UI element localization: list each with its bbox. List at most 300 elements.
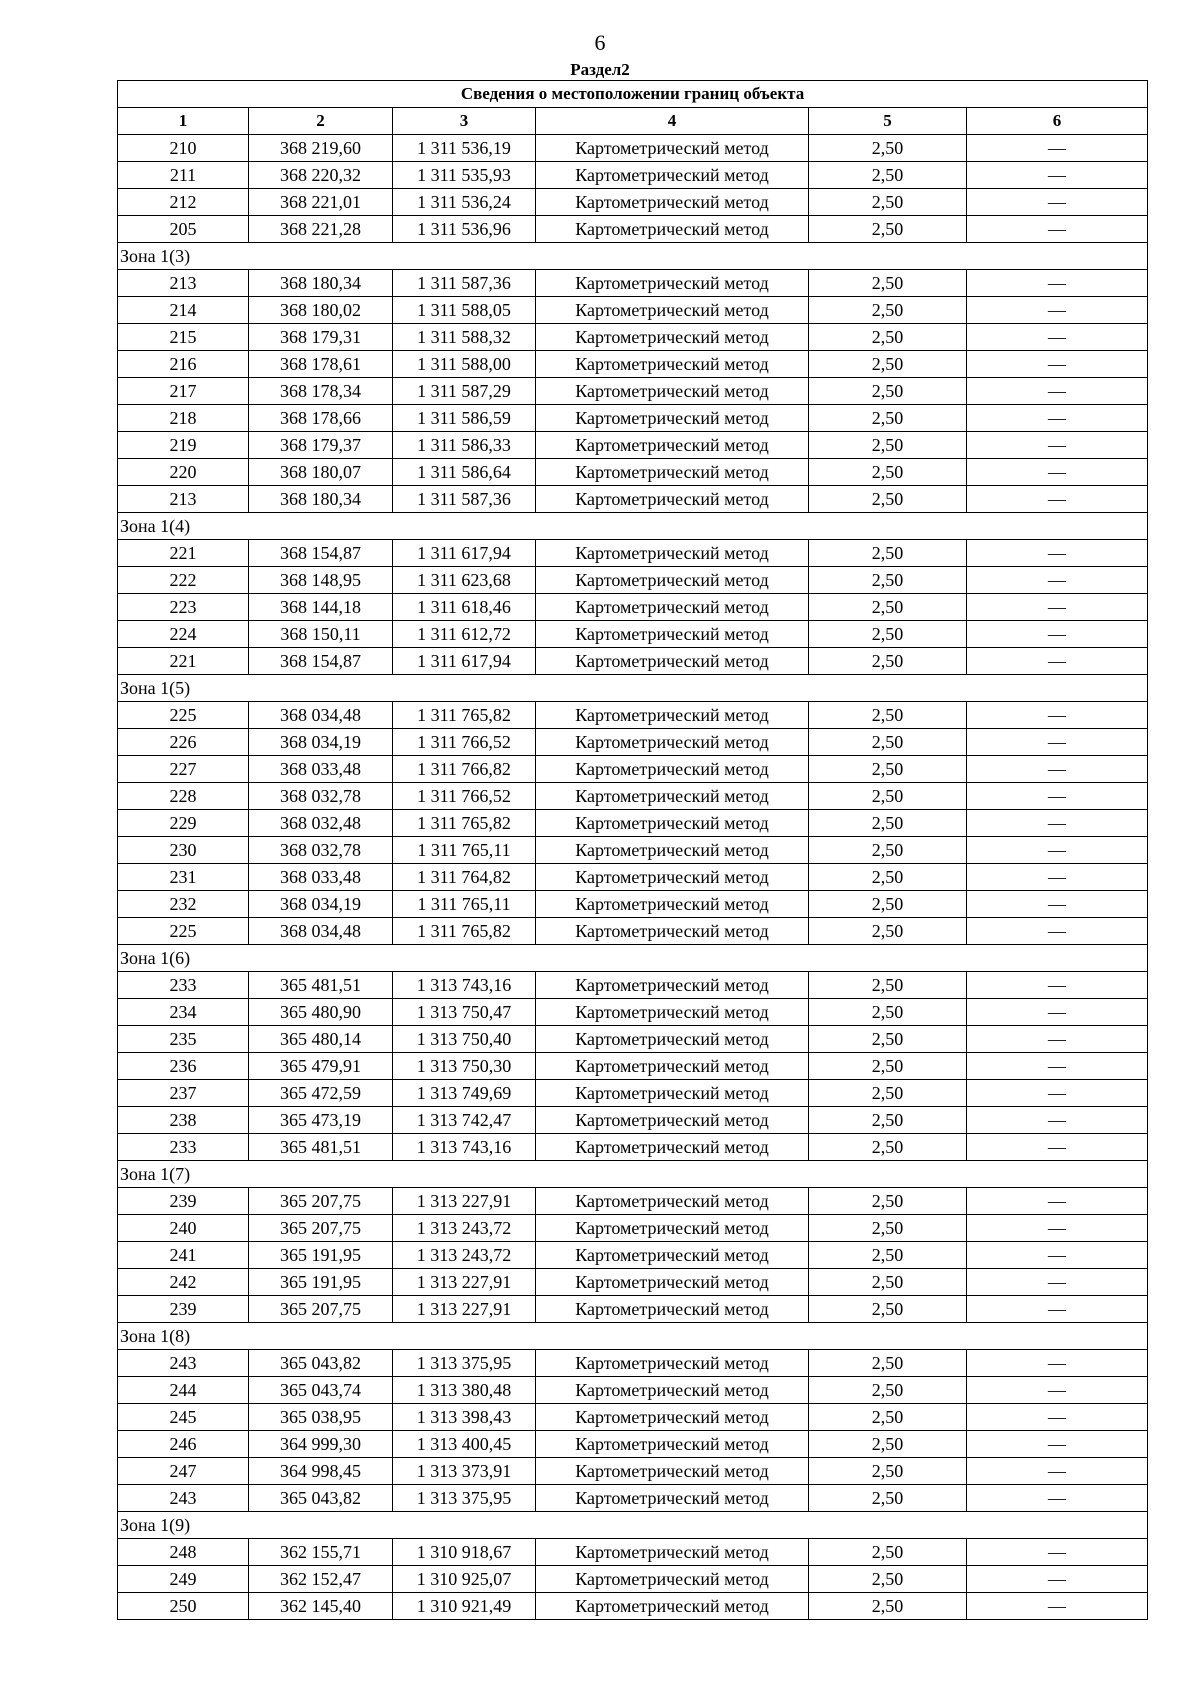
- point-number-cell: 224: [118, 621, 249, 648]
- accuracy-cell: 2,50: [809, 1215, 967, 1242]
- point-number-cell: 237: [118, 1080, 249, 1107]
- accuracy-cell: 2,50: [809, 459, 967, 486]
- description-cell: —: [967, 621, 1148, 648]
- point-number-cell: 205: [118, 216, 249, 243]
- description-cell: —: [967, 1053, 1148, 1080]
- point-number-cell: 227: [118, 756, 249, 783]
- description-cell: —: [967, 351, 1148, 378]
- y-coordinate-cell: 1 313 750,47: [393, 999, 536, 1026]
- method-cell: Картометрический метод: [536, 1026, 809, 1053]
- accuracy-cell: 2,50: [809, 1593, 967, 1620]
- accuracy-cell: 2,50: [809, 837, 967, 864]
- x-coordinate-cell: 365 480,14: [249, 1026, 393, 1053]
- description-cell: —: [967, 1215, 1148, 1242]
- description-cell: —: [967, 594, 1148, 621]
- x-coordinate-cell: 368 034,48: [249, 702, 393, 729]
- zone-label: Зона 1(7): [118, 1161, 1148, 1188]
- description-cell: —: [967, 1458, 1148, 1485]
- table-row: [118, 351, 1148, 378]
- column-header-row: [118, 108, 1148, 135]
- y-coordinate-cell: 1 313 398,43: [393, 1404, 536, 1431]
- accuracy-cell: 2,50: [809, 1404, 967, 1431]
- point-number-cell: 241: [118, 1242, 249, 1269]
- accuracy-cell: 2,50: [809, 729, 967, 756]
- point-number-cell: 240: [118, 1215, 249, 1242]
- y-coordinate-cell: 1 311 765,82: [393, 702, 536, 729]
- method-cell: Картометрический метод: [536, 135, 809, 162]
- accuracy-cell: 2,50: [809, 1458, 967, 1485]
- x-coordinate-cell: 368 033,48: [249, 756, 393, 783]
- method-cell: Картометрический метод: [536, 1431, 809, 1458]
- description-cell: —: [967, 297, 1148, 324]
- table-row: [118, 1026, 1148, 1053]
- table-row: [118, 216, 1148, 243]
- method-cell: Картометрический метод: [536, 459, 809, 486]
- accuracy-cell: 2,50: [809, 1107, 967, 1134]
- description-cell: —: [967, 540, 1148, 567]
- point-number-cell: 220: [118, 459, 249, 486]
- accuracy-cell: 2,50: [809, 1269, 967, 1296]
- x-coordinate-cell: 368 180,34: [249, 270, 393, 297]
- x-coordinate-cell: 368 178,34: [249, 378, 393, 405]
- y-coordinate-cell: 1 313 742,47: [393, 1107, 536, 1134]
- y-coordinate-cell: 1 310 925,07: [393, 1566, 536, 1593]
- y-coordinate-cell: 1 313 243,72: [393, 1242, 536, 1269]
- table-row: [118, 702, 1148, 729]
- method-cell: Картометрический метод: [536, 540, 809, 567]
- table-row: [118, 810, 1148, 837]
- description-cell: —: [967, 459, 1148, 486]
- table-row: [118, 1485, 1148, 1512]
- table-row: [118, 540, 1148, 567]
- table-body: [118, 135, 1148, 1620]
- point-number-cell: 244: [118, 1377, 249, 1404]
- point-number-cell: 216: [118, 351, 249, 378]
- point-number-cell: 213: [118, 270, 249, 297]
- x-coordinate-cell: 368 180,07: [249, 459, 393, 486]
- zone-header-row: [118, 243, 1148, 270]
- y-coordinate-cell: 1 311 588,05: [393, 297, 536, 324]
- method-cell: Картометрический метод: [536, 1269, 809, 1296]
- y-coordinate-cell: 1 313 227,91: [393, 1188, 536, 1215]
- x-coordinate-cell: 364 999,30: [249, 1431, 393, 1458]
- method-cell: Картометрический метод: [536, 1296, 809, 1323]
- x-coordinate-cell: 365 479,91: [249, 1053, 393, 1080]
- y-coordinate-cell: 1 311 765,11: [393, 891, 536, 918]
- method-cell: Картометрический метод: [536, 162, 809, 189]
- accuracy-cell: 2,50: [809, 1134, 967, 1161]
- description-cell: —: [967, 1134, 1148, 1161]
- accuracy-cell: 2,50: [809, 135, 967, 162]
- description-cell: —: [967, 999, 1148, 1026]
- description-cell: —: [967, 972, 1148, 999]
- zone-header-row: [118, 513, 1148, 540]
- x-coordinate-cell: 365 473,19: [249, 1107, 393, 1134]
- accuracy-cell: 2,50: [809, 1296, 967, 1323]
- table-row: [118, 1431, 1148, 1458]
- method-cell: Картометрический метод: [536, 999, 809, 1026]
- description-cell: —: [967, 1026, 1148, 1053]
- y-coordinate-cell: 1 313 373,91: [393, 1458, 536, 1485]
- y-coordinate-cell: 1 313 750,30: [393, 1053, 536, 1080]
- point-number-cell: 225: [118, 702, 249, 729]
- y-coordinate-cell: 1 310 918,67: [393, 1539, 536, 1566]
- method-cell: Картометрический метод: [536, 1053, 809, 1080]
- x-coordinate-cell: 368 032,78: [249, 837, 393, 864]
- y-coordinate-cell: 1 311 765,11: [393, 837, 536, 864]
- description-cell: —: [967, 1350, 1148, 1377]
- table-row: [118, 1080, 1148, 1107]
- point-number-cell: 249: [118, 1566, 249, 1593]
- description-cell: —: [967, 783, 1148, 810]
- table-row: [118, 405, 1148, 432]
- point-number-cell: 236: [118, 1053, 249, 1080]
- point-number-cell: 213: [118, 486, 249, 513]
- table-row: [118, 1296, 1148, 1323]
- y-coordinate-cell: 1 313 750,40: [393, 1026, 536, 1053]
- y-coordinate-cell: 1 311 765,82: [393, 810, 536, 837]
- table-row: [118, 270, 1148, 297]
- zone-label: Зона 1(9): [118, 1512, 1148, 1539]
- description-cell: —: [967, 756, 1148, 783]
- boundary-coordinates-table: [117, 80, 1148, 1620]
- accuracy-cell: 2,50: [809, 405, 967, 432]
- method-cell: Картометрический метод: [536, 1593, 809, 1620]
- method-cell: Картометрический метод: [536, 1539, 809, 1566]
- accuracy-cell: 2,50: [809, 1242, 967, 1269]
- x-coordinate-cell: 365 207,75: [249, 1296, 393, 1323]
- y-coordinate-cell: 1 311 765,82: [393, 918, 536, 945]
- point-number-cell: 212: [118, 189, 249, 216]
- point-number-cell: 221: [118, 540, 249, 567]
- table-row: [118, 1458, 1148, 1485]
- y-coordinate-cell: 1 313 243,72: [393, 1215, 536, 1242]
- y-coordinate-cell: 1 311 618,46: [393, 594, 536, 621]
- description-cell: —: [967, 189, 1148, 216]
- table-row: [118, 1188, 1148, 1215]
- zone-label: Зона 1(8): [118, 1323, 1148, 1350]
- table-row: [118, 1404, 1148, 1431]
- description-cell: —: [967, 1377, 1148, 1404]
- table-row: [118, 891, 1148, 918]
- description-cell: —: [967, 1485, 1148, 1512]
- point-number-cell: 222: [118, 567, 249, 594]
- point-number-cell: 230: [118, 837, 249, 864]
- description-cell: —: [967, 1566, 1148, 1593]
- column-header: 5: [809, 108, 967, 135]
- x-coordinate-cell: 368 154,87: [249, 540, 393, 567]
- zone-header-row: [118, 1512, 1148, 1539]
- table-row: [118, 162, 1148, 189]
- point-number-cell: 214: [118, 297, 249, 324]
- y-coordinate-cell: 1 311 536,96: [393, 216, 536, 243]
- point-number-cell: 228: [118, 783, 249, 810]
- description-cell: —: [967, 1080, 1148, 1107]
- accuracy-cell: 2,50: [809, 162, 967, 189]
- table-row: [118, 999, 1148, 1026]
- table-row: [118, 567, 1148, 594]
- point-number-cell: 243: [118, 1350, 249, 1377]
- method-cell: Картометрический метод: [536, 891, 809, 918]
- point-number-cell: 243: [118, 1485, 249, 1512]
- accuracy-cell: 2,50: [809, 972, 967, 999]
- accuracy-cell: 2,50: [809, 486, 967, 513]
- accuracy-cell: 2,50: [809, 864, 967, 891]
- accuracy-cell: 2,50: [809, 1566, 967, 1593]
- table-row: [118, 594, 1148, 621]
- description-cell: —: [967, 405, 1148, 432]
- x-coordinate-cell: 368 034,19: [249, 891, 393, 918]
- table-row: [118, 837, 1148, 864]
- accuracy-cell: 2,50: [809, 378, 967, 405]
- accuracy-cell: 2,50: [809, 702, 967, 729]
- description-cell: —: [967, 1404, 1148, 1431]
- description-cell: —: [967, 378, 1148, 405]
- x-coordinate-cell: 362 145,40: [249, 1593, 393, 1620]
- accuracy-cell: 2,50: [809, 216, 967, 243]
- accuracy-cell: 2,50: [809, 621, 967, 648]
- method-cell: Картометрический метод: [536, 1377, 809, 1404]
- method-cell: Картометрический метод: [536, 648, 809, 675]
- description-cell: —: [967, 729, 1148, 756]
- y-coordinate-cell: 1 311 623,68: [393, 567, 536, 594]
- table-row: [118, 135, 1148, 162]
- x-coordinate-cell: 368 178,66: [249, 405, 393, 432]
- zone-label: Зона 1(6): [118, 945, 1148, 972]
- x-coordinate-cell: 368 150,11: [249, 621, 393, 648]
- accuracy-cell: 2,50: [809, 999, 967, 1026]
- accuracy-cell: 2,50: [809, 324, 967, 351]
- accuracy-cell: 2,50: [809, 1053, 967, 1080]
- method-cell: Картометрический метод: [536, 1404, 809, 1431]
- point-number-cell: 210: [118, 135, 249, 162]
- accuracy-cell: 2,50: [809, 756, 967, 783]
- x-coordinate-cell: 365 038,95: [249, 1404, 393, 1431]
- point-number-cell: 223: [118, 594, 249, 621]
- point-number-cell: 218: [118, 405, 249, 432]
- y-coordinate-cell: 1 311 766,52: [393, 729, 536, 756]
- x-coordinate-cell: 368 221,28: [249, 216, 393, 243]
- y-coordinate-cell: 1 311 588,00: [393, 351, 536, 378]
- table-caption-row: [118, 81, 1148, 108]
- point-number-cell: 242: [118, 1269, 249, 1296]
- table-row: [118, 918, 1148, 945]
- x-coordinate-cell: 364 998,45: [249, 1458, 393, 1485]
- x-coordinate-cell: 368 180,34: [249, 486, 393, 513]
- y-coordinate-cell: 1 313 375,95: [393, 1485, 536, 1512]
- x-coordinate-cell: 368 144,18: [249, 594, 393, 621]
- method-cell: Картометрический метод: [536, 432, 809, 459]
- table-row: [118, 459, 1148, 486]
- zone-header-row: [118, 675, 1148, 702]
- x-coordinate-cell: 368 032,48: [249, 810, 393, 837]
- x-coordinate-cell: 368 179,31: [249, 324, 393, 351]
- x-coordinate-cell: 368 178,61: [249, 351, 393, 378]
- table-row: [118, 324, 1148, 351]
- accuracy-cell: 2,50: [809, 270, 967, 297]
- y-coordinate-cell: 1 311 587,29: [393, 378, 536, 405]
- method-cell: Картометрический метод: [536, 270, 809, 297]
- column-header: 4: [536, 108, 809, 135]
- point-number-cell: 226: [118, 729, 249, 756]
- description-cell: —: [967, 810, 1148, 837]
- description-cell: —: [967, 1593, 1148, 1620]
- accuracy-cell: 2,50: [809, 1080, 967, 1107]
- y-coordinate-cell: 1 313 375,95: [393, 1350, 536, 1377]
- accuracy-cell: 2,50: [809, 594, 967, 621]
- y-coordinate-cell: 1 313 400,45: [393, 1431, 536, 1458]
- zone-header-row: [118, 945, 1148, 972]
- description-cell: —: [967, 864, 1148, 891]
- accuracy-cell: 2,50: [809, 783, 967, 810]
- y-coordinate-cell: 1 311 766,82: [393, 756, 536, 783]
- x-coordinate-cell: 368 032,78: [249, 783, 393, 810]
- point-number-cell: 247: [118, 1458, 249, 1485]
- x-coordinate-cell: 365 207,75: [249, 1215, 393, 1242]
- method-cell: Картометрический метод: [536, 1350, 809, 1377]
- method-cell: Картометрический метод: [536, 405, 809, 432]
- description-cell: —: [967, 1296, 1148, 1323]
- description-cell: —: [967, 1107, 1148, 1134]
- y-coordinate-cell: 1 311 617,94: [393, 648, 536, 675]
- y-coordinate-cell: 1 313 749,69: [393, 1080, 536, 1107]
- method-cell: Картометрический метод: [536, 189, 809, 216]
- accuracy-cell: 2,50: [809, 1431, 967, 1458]
- table-row: [118, 1269, 1148, 1296]
- accuracy-cell: 2,50: [809, 540, 967, 567]
- method-cell: Картометрический метод: [536, 972, 809, 999]
- x-coordinate-cell: 368 221,01: [249, 189, 393, 216]
- zone-header-row: [118, 1161, 1148, 1188]
- description-cell: —: [967, 135, 1148, 162]
- accuracy-cell: 2,50: [809, 891, 967, 918]
- accuracy-cell: 2,50: [809, 1485, 967, 1512]
- x-coordinate-cell: 365 207,75: [249, 1188, 393, 1215]
- description-cell: —: [967, 1242, 1148, 1269]
- table-row: [118, 1107, 1148, 1134]
- point-number-cell: 250: [118, 1593, 249, 1620]
- description-cell: —: [967, 1269, 1148, 1296]
- description-cell: —: [967, 567, 1148, 594]
- method-cell: Картометрический метод: [536, 621, 809, 648]
- zone-label: Зона 1(4): [118, 513, 1148, 540]
- accuracy-cell: 2,50: [809, 1350, 967, 1377]
- x-coordinate-cell: 365 191,95: [249, 1242, 393, 1269]
- x-coordinate-cell: 365 480,90: [249, 999, 393, 1026]
- method-cell: Картометрический метод: [536, 810, 809, 837]
- table-row: [118, 648, 1148, 675]
- description-cell: —: [967, 891, 1148, 918]
- x-coordinate-cell: 365 481,51: [249, 1134, 393, 1161]
- method-cell: Картометрический метод: [536, 783, 809, 810]
- y-coordinate-cell: 1 313 380,48: [393, 1377, 536, 1404]
- table-row: [118, 621, 1148, 648]
- accuracy-cell: 2,50: [809, 1377, 967, 1404]
- y-coordinate-cell: 1 313 743,16: [393, 1134, 536, 1161]
- table-row: [118, 1242, 1148, 1269]
- x-coordinate-cell: 368 219,60: [249, 135, 393, 162]
- x-coordinate-cell: 362 155,71: [249, 1539, 393, 1566]
- y-coordinate-cell: 1 311 612,72: [393, 621, 536, 648]
- accuracy-cell: 2,50: [809, 1188, 967, 1215]
- accuracy-cell: 2,50: [809, 297, 967, 324]
- point-number-cell: 234: [118, 999, 249, 1026]
- point-number-cell: 225: [118, 918, 249, 945]
- method-cell: Картометрический метод: [536, 1458, 809, 1485]
- y-coordinate-cell: 1 313 227,91: [393, 1269, 536, 1296]
- point-number-cell: 233: [118, 972, 249, 999]
- description-cell: —: [967, 837, 1148, 864]
- y-coordinate-cell: 1 311 587,36: [393, 270, 536, 297]
- method-cell: Картометрический метод: [536, 729, 809, 756]
- method-cell: Картометрический метод: [536, 918, 809, 945]
- method-cell: Картометрический метод: [536, 351, 809, 378]
- accuracy-cell: 2,50: [809, 567, 967, 594]
- table-row: [118, 378, 1148, 405]
- description-cell: —: [967, 1431, 1148, 1458]
- y-coordinate-cell: 1 311 536,24: [393, 189, 536, 216]
- method-cell: Картометрический метод: [536, 297, 809, 324]
- point-number-cell: 239: [118, 1296, 249, 1323]
- x-coordinate-cell: 368 180,02: [249, 297, 393, 324]
- x-coordinate-cell: 368 034,48: [249, 918, 393, 945]
- y-coordinate-cell: 1 311 617,94: [393, 540, 536, 567]
- point-number-cell: 229: [118, 810, 249, 837]
- y-coordinate-cell: 1 311 588,32: [393, 324, 536, 351]
- x-coordinate-cell: 365 191,95: [249, 1269, 393, 1296]
- table-row: [118, 297, 1148, 324]
- table-row: [118, 972, 1148, 999]
- table-row: [118, 1134, 1148, 1161]
- description-cell: —: [967, 270, 1148, 297]
- accuracy-cell: 2,50: [809, 189, 967, 216]
- y-coordinate-cell: 1 311 764,82: [393, 864, 536, 891]
- zone-label: Зона 1(5): [118, 675, 1148, 702]
- point-number-cell: 221: [118, 648, 249, 675]
- x-coordinate-cell: 368 154,87: [249, 648, 393, 675]
- accuracy-cell: 2,50: [809, 918, 967, 945]
- method-cell: Картометрический метод: [536, 324, 809, 351]
- table-row: [118, 1593, 1148, 1620]
- point-number-cell: 248: [118, 1539, 249, 1566]
- method-cell: Картометрический метод: [536, 837, 809, 864]
- method-cell: Картометрический метод: [536, 1215, 809, 1242]
- accuracy-cell: 2,50: [809, 432, 967, 459]
- x-coordinate-cell: 365 043,82: [249, 1485, 393, 1512]
- section-title: Раздел2: [570, 60, 630, 79]
- table-row: [118, 189, 1148, 216]
- method-cell: Картометрический метод: [536, 594, 809, 621]
- point-number-cell: 219: [118, 432, 249, 459]
- accuracy-cell: 2,50: [809, 1539, 967, 1566]
- accuracy-cell: 2,50: [809, 648, 967, 675]
- description-cell: —: [967, 1539, 1148, 1566]
- description-cell: —: [967, 648, 1148, 675]
- point-number-cell: 231: [118, 864, 249, 891]
- table-row: [118, 729, 1148, 756]
- description-cell: —: [967, 432, 1148, 459]
- description-cell: —: [967, 1188, 1148, 1215]
- method-cell: Картометрический метод: [536, 1188, 809, 1215]
- method-cell: Картометрический метод: [536, 1080, 809, 1107]
- point-number-cell: 233: [118, 1134, 249, 1161]
- table-row: [118, 783, 1148, 810]
- x-coordinate-cell: 365 481,51: [249, 972, 393, 999]
- table-row: [118, 1566, 1148, 1593]
- method-cell: Картометрический метод: [536, 216, 809, 243]
- table-row: [118, 1539, 1148, 1566]
- y-coordinate-cell: 1 311 766,52: [393, 783, 536, 810]
